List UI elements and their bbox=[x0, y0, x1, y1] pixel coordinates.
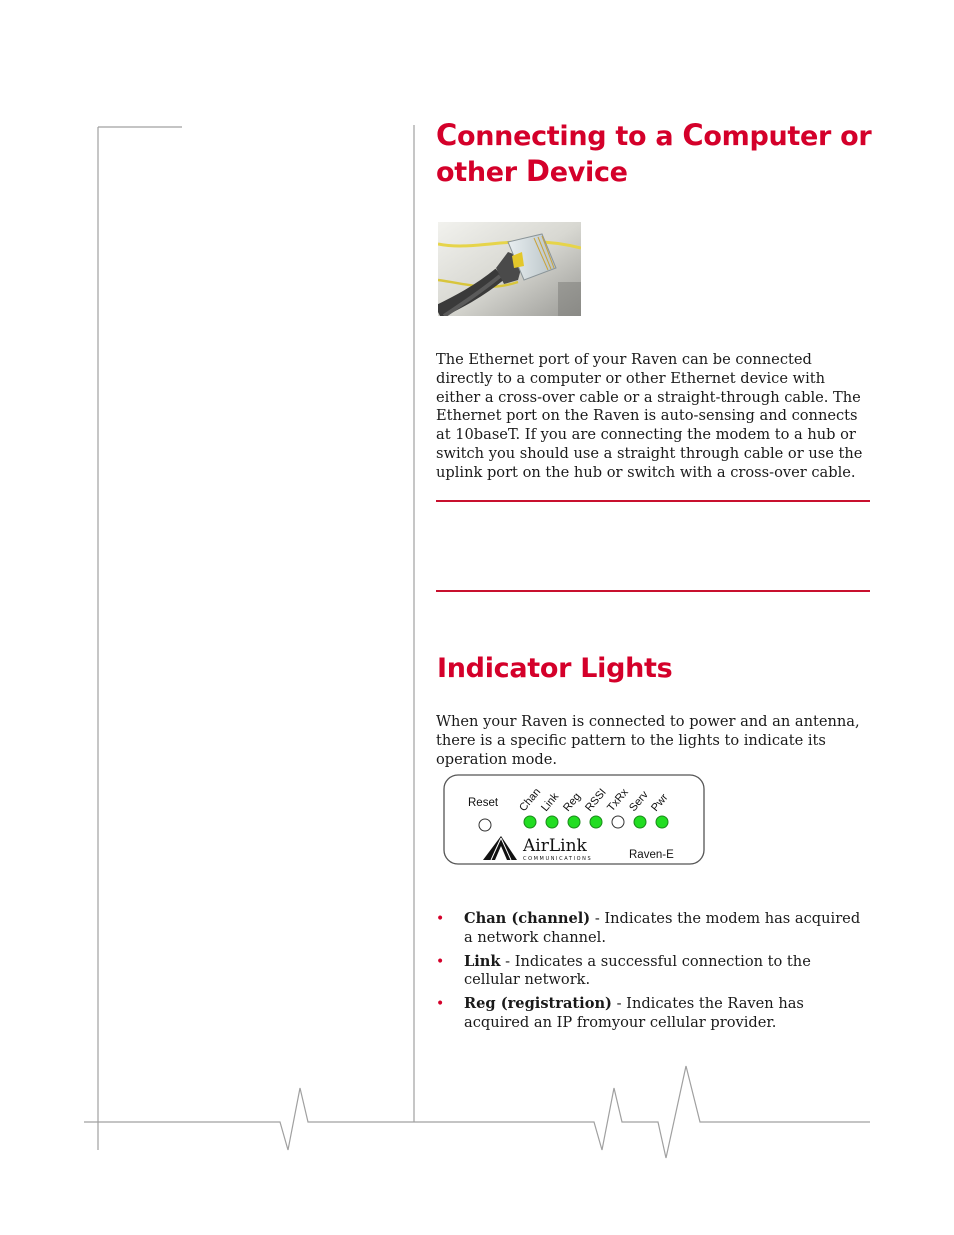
indicator-label-chan: Chan bbox=[517, 786, 544, 814]
indicator-paragraph: When your Raven is connected to power and an antenna, there is a specific pattern to the lights to indicate its operation mode. bbox=[436, 713, 860, 768]
indicator-label-serv: Serv bbox=[627, 788, 651, 814]
reset-button bbox=[479, 819, 491, 831]
indicator-light-pwr bbox=[656, 816, 668, 828]
divider-rule-top bbox=[436, 500, 870, 502]
indicator-light-rssi bbox=[590, 816, 602, 828]
brand-name: AirLink bbox=[523, 836, 587, 856]
indicator-light-link bbox=[546, 816, 558, 828]
bullet-chan: • Chan (channel) - Indicates the modem has acquired a network channel. bbox=[436, 910, 861, 946]
indicator-label-rssi: RSSI bbox=[583, 786, 609, 814]
bullet-dot-icon: • bbox=[436, 953, 445, 970]
raven-front-panel bbox=[443, 774, 707, 866]
title-line-1: Connecting to a Computer or bbox=[436, 118, 872, 152]
ethernet-paragraph: The Ethernet port of your Raven can be connected directly to a computer or other Ethernet device with either a cross-over cable or a straight-through cable. The Ethernet port on the Raven is auto-sensing and connects at 10baseT. If you are connecting the modem to a hub or switch you should use a straight through cable or use the uplink port on the hub or switch with a cross-over cable. bbox=[436, 351, 863, 481]
bullet-reg: • Reg (registration) - Indicates the Raven has acquired an IP fromyour cellular provider. bbox=[436, 995, 804, 1031]
brand-subtitle: COMMUNICATIONS bbox=[523, 856, 593, 862]
indicator-label-pwr: Pwr bbox=[649, 791, 671, 814]
indicator-light-serv bbox=[634, 816, 646, 828]
indicator-label-txrx: TxRx bbox=[605, 786, 631, 814]
bullet-link: • Link - Indicates a successful connection to the cellular network. bbox=[436, 952, 811, 989]
reset-label: Reset bbox=[468, 797, 499, 809]
bottom-heartbeat-line bbox=[84, 1066, 870, 1158]
indicator-label-link: Link bbox=[539, 790, 562, 814]
airlink-logo bbox=[483, 836, 592, 862]
indicator-light-reg bbox=[568, 816, 580, 828]
bullet-dot-icon: • bbox=[436, 996, 445, 1013]
ethernet-cable-photo bbox=[438, 222, 581, 316]
indicator-bullet-list bbox=[436, 910, 870, 1038]
model-label: Raven-E bbox=[629, 849, 674, 861]
indicator-light-txrx bbox=[612, 816, 624, 828]
title-line-2: other Device bbox=[436, 154, 628, 188]
divider-rule-bottom bbox=[436, 590, 870, 592]
indicator-light-chan bbox=[524, 816, 536, 828]
section-title-indicator-lights: Indicator Lights bbox=[437, 653, 673, 684]
indicator-label-reg: Reg bbox=[561, 790, 584, 814]
section-title-connecting bbox=[436, 118, 876, 190]
bullet-dot-icon: • bbox=[436, 911, 445, 927]
